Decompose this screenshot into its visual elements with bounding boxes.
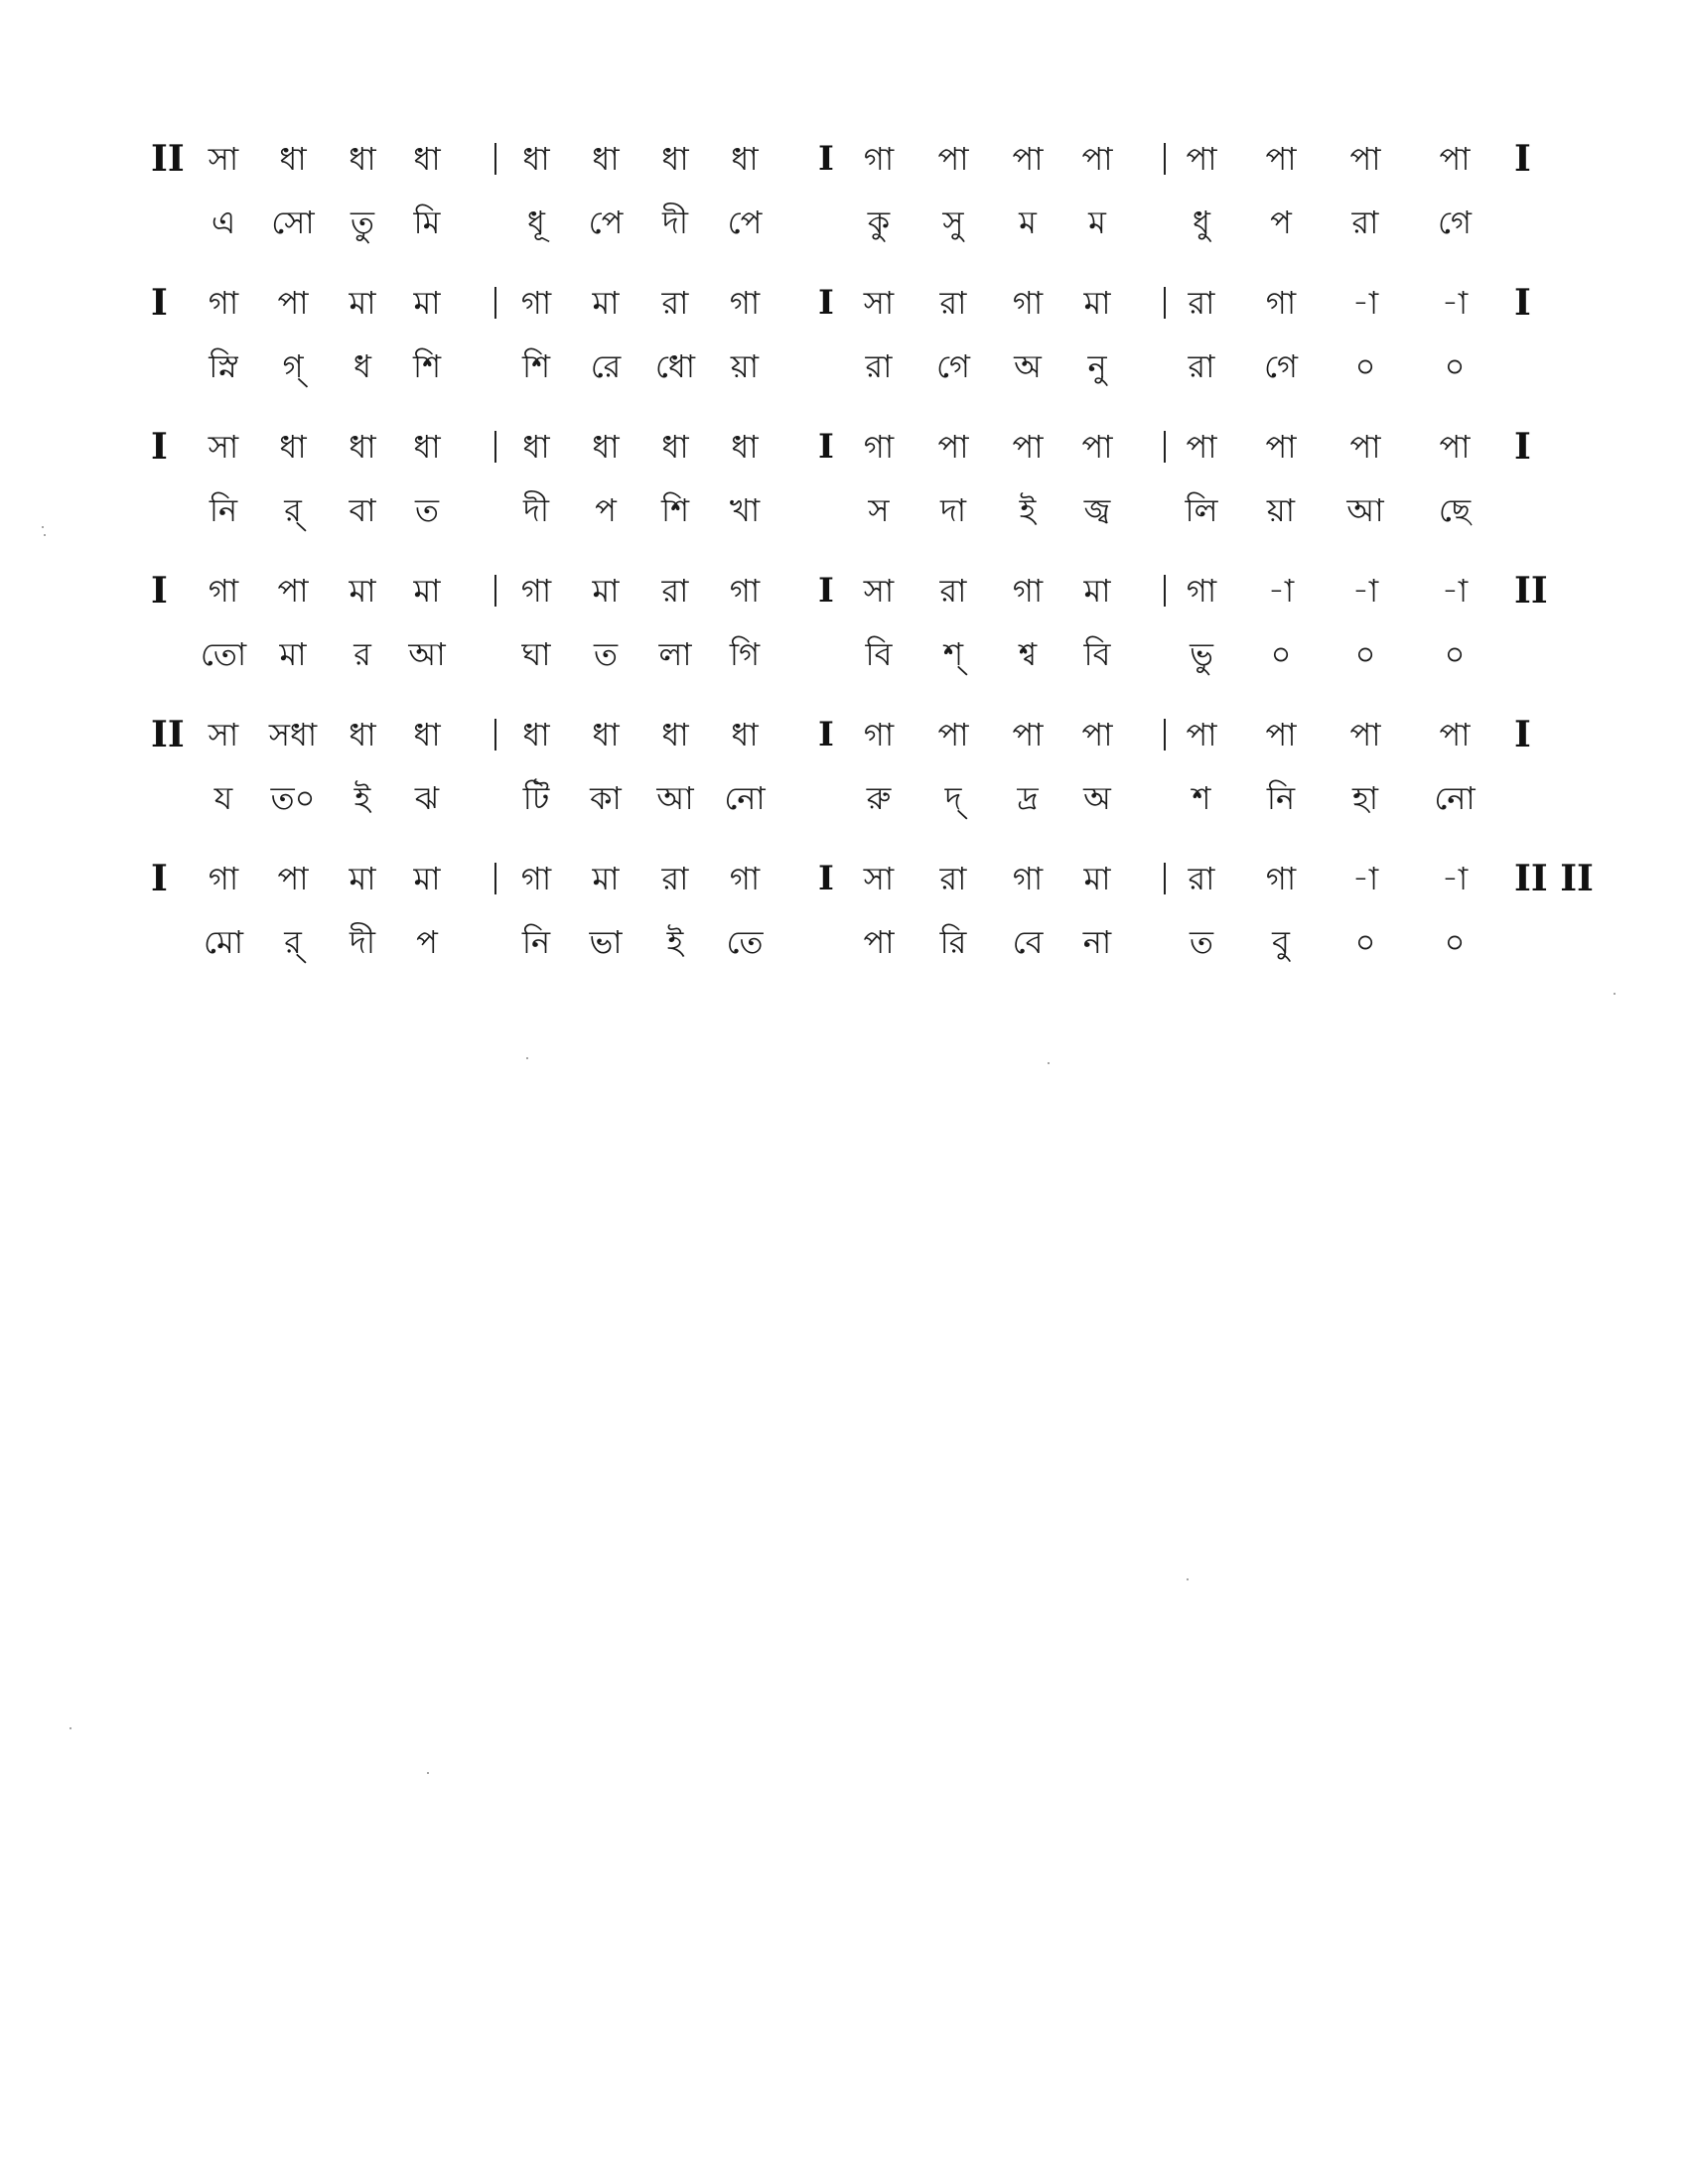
lyric-syllable: স [868,491,890,529]
lyric-syllable: শি [660,491,690,529]
lyric-syllable: নি [209,491,238,529]
lyric-syllable: গে [1438,204,1472,241]
swara-note: ধা [522,716,550,753]
lyric-syllable: গে [936,347,970,385]
lyric-syllable: ০ [1354,347,1376,385]
row-end-barline: I [1514,138,1531,180]
row-start-barline: II [151,714,185,755]
lyric-syllable: আ [656,779,694,817]
swara-note: গা [1265,284,1297,322]
lyric-syllable: ঝ [414,779,440,817]
swara-note: -া [1351,860,1379,897]
swara-note: ধা [661,716,689,753]
swara-note: গা [863,716,895,753]
scan-speck [1048,1062,1050,1064]
swara-note: মা [413,572,441,610]
lyric-syllable: ধূ [527,204,545,241]
swara-note: সা [208,716,239,753]
swara-note: গা [520,572,552,610]
scan-speck [70,1727,71,1729]
row-end-barline: I [1514,426,1531,468]
lyric-syllable: লা [658,635,692,673]
lyric-syllable: নো [1434,779,1476,817]
lyric-syllable: রা [1351,204,1379,241]
swara-note: ধা [592,716,620,753]
lyric-syllable: প [595,491,617,529]
swara-note: গা [863,428,895,466]
swara-note: গা [863,140,895,178]
swara-note: ধা [349,140,376,178]
swara-note: পা [1265,140,1297,178]
lyric-syllable: মা [279,635,307,673]
lyric-syllable: দ্র [1017,779,1039,817]
swara-note: পা [1012,716,1044,753]
lyric-syllable: বি [865,635,893,673]
swara-note: মা [349,572,376,610]
notation-row [0,859,1688,998]
swara-note: -া [1441,860,1469,897]
lyric-syllable: র্ [284,491,302,529]
lyric-syllable: রে [590,347,622,385]
lyric-syllable: জ্ব [1083,491,1111,529]
notation-row [0,571,1688,710]
swara-note: পা [1186,428,1217,466]
swara-note: গা [1012,284,1044,322]
lyric-syllable: পা [863,923,895,961]
swara-note: ধা [731,716,759,753]
swara-note: পা [937,428,969,466]
lyric-syllable: য়া [1266,491,1296,529]
lyric-syllable: শি [521,347,551,385]
lyric-syllable: ধ [353,347,371,385]
row-start-barline: I [151,858,168,899]
swara-note: ধা [349,428,376,466]
swara-note: ধা [522,140,550,178]
row-end-barline: II [1514,570,1548,612]
scan-speck [42,526,44,528]
swara-note: সা [208,140,239,178]
lyric-syllable: অ [1083,779,1111,817]
lyric-syllable: নি [521,923,551,961]
swara-note: মা [592,860,620,897]
scan-speck [427,1772,429,1774]
swara-note: -া [1441,284,1469,322]
swara-note: রা [661,572,689,610]
swara-note: গা [729,572,761,610]
lyric-syllable: গে [1264,347,1298,385]
swara-note: পা [937,716,969,753]
lyric-syllable: ম [1019,204,1037,241]
swara-note: মা [413,284,441,322]
beat-barline [1164,431,1166,463]
swara-note: মা [1083,284,1111,322]
lyric-syllable: প [416,923,438,961]
lyric-syllable: বু [1272,923,1290,961]
lyric-syllable: অ [1014,347,1042,385]
swara-note: গা [208,284,239,322]
lyric-syllable: ধু [1193,204,1210,241]
swara-note: মা [413,860,441,897]
lyric-syllable: র [353,635,371,673]
lyric-syllable: এ [211,204,236,241]
beat-barline [494,575,496,607]
lyric-syllable: নো [724,779,766,817]
lyric-syllable: র্ [284,923,302,961]
swara-note: -া [1267,572,1295,610]
swara-note: রা [661,284,689,322]
row-end-barline: I [1514,714,1531,755]
beat-barline [494,719,496,751]
notation-row [0,139,1688,278]
swara-note: রা [661,860,689,897]
lyric-syllable: গি [729,635,761,673]
lyric-syllable: দা [939,491,967,529]
lyric-syllable: রা [865,347,893,385]
beat-barline [494,863,496,894]
swara-note: মা [592,572,620,610]
lyric-syllable: তু [350,204,374,241]
lyric-syllable: বি [1083,635,1111,673]
swara-note: গা [729,860,761,897]
swara-note: ধা [413,428,441,466]
row-end-barline: I [1514,282,1531,324]
section-barline: I [818,571,834,611]
swara-note: পা [1349,716,1381,753]
section-barline: I [818,715,834,754]
lyric-syllable: ই [666,923,684,961]
swara-note: মা [1083,572,1111,610]
lyric-syllable: ভা [589,923,623,961]
swara-note: সধা [268,716,318,753]
lyric-syllable: রি [939,923,967,961]
swara-note: ধা [731,428,759,466]
swara-note: সা [863,572,895,610]
row-end-barline: II II [1514,858,1594,899]
swara-note: গা [1012,572,1044,610]
lyric-syllable: নি [1266,779,1296,817]
scan-speck [1187,1578,1189,1580]
lyric-syllable: ঘা [521,635,551,673]
swara-note: গা [208,572,239,610]
lyric-syllable: শ [1192,779,1211,817]
lyric-syllable: দ্ [944,779,962,817]
swara-note: ধা [661,428,689,466]
swara-note: রা [939,284,967,322]
swara-note: পা [277,860,309,897]
lyric-syllable: বে [1012,923,1044,961]
swara-note: পা [1081,716,1113,753]
scan-speck [526,1057,528,1059]
lyric-syllable: ০ [1444,923,1466,961]
swara-note: গা [1012,860,1044,897]
scan-speck [44,534,46,536]
lyric-syllable: মো [203,923,244,961]
notation-row [0,427,1688,566]
swara-note: ধা [661,140,689,178]
notation-row [0,715,1688,854]
lyric-syllable: ই [353,779,371,817]
row-start-barline: II [151,138,185,180]
lyric-syllable: খা [729,491,761,529]
swara-note: রা [1188,284,1215,322]
swara-note: পা [1439,140,1471,178]
lyric-syllable: বা [349,491,376,529]
lyric-syllable: নু [1087,347,1107,385]
lyric-syllable: ০ [1354,923,1376,961]
lyric-syllable: ০ [1354,635,1376,673]
row-start-barline: I [151,570,168,612]
lyric-syllable: দী [662,204,688,241]
swara-note: ধা [279,140,307,178]
swara-note: মা [1083,860,1111,897]
lyric-syllable: সু [942,204,964,241]
swara-note: -া [1351,284,1379,322]
swara-note: গা [729,284,761,322]
lyric-syllable: প [1270,204,1292,241]
notation-row [0,283,1688,422]
swara-note: ধা [413,140,441,178]
lyric-syllable: দী [523,491,549,529]
lyric-syllable: রু [866,779,892,817]
swara-note: পা [1012,428,1044,466]
lyric-syllable: তে [726,923,764,961]
lyric-syllable: শ্ব [1018,635,1038,673]
swara-note: পা [277,572,309,610]
beat-barline [494,287,496,319]
swara-note: পা [1265,716,1297,753]
lyric-syllable: ই [1019,491,1037,529]
beat-barline [494,431,496,463]
swara-note: পা [1186,716,1217,753]
lyric-syllable: কা [590,779,622,817]
lyric-syllable: ভু [1190,635,1213,673]
scan-speck [1614,993,1616,995]
beat-barline [1164,143,1166,175]
row-start-barline: I [151,426,168,468]
swara-note: সা [863,860,895,897]
lyric-syllable: ছে [1438,491,1472,529]
swara-note: গা [1186,572,1217,610]
swara-note: রা [1188,860,1215,897]
lyric-syllable: রা [1188,347,1215,385]
lyric-syllable: দী [350,923,375,961]
swara-note: পা [1081,140,1113,178]
swara-note: মা [349,284,376,322]
swara-note: পা [1439,716,1471,753]
lyric-syllable: ম [1088,204,1106,241]
section-barline: I [818,283,834,323]
swara-note: ধা [413,716,441,753]
swara-note: ধা [592,140,620,178]
swara-note: রা [939,860,967,897]
lyric-syllable: আ [1346,491,1384,529]
lyric-syllable: ০ [1270,635,1292,673]
swara-note: পা [937,140,969,178]
lyric-syllable: না [1082,923,1112,961]
beat-barline [1164,863,1166,894]
swara-note: ধা [592,428,620,466]
swara-note: পা [1265,428,1297,466]
beat-barline [1164,575,1166,607]
swara-note: গা [520,860,552,897]
section-barline: I [818,427,834,467]
swara-note: পা [277,284,309,322]
lyric-syllable: ধো [654,347,696,385]
beat-barline [494,143,496,175]
lyric-syllable: লি [1185,491,1218,529]
row-start-barline: I [151,282,168,324]
lyric-syllable: গ্ [282,347,304,385]
lyric-syllable: মি [413,204,441,241]
lyric-syllable: তো [200,635,247,673]
swara-note: গা [1265,860,1297,897]
section-barline: I [818,859,834,898]
lyric-syllable: ত০ [270,779,316,817]
lyric-syllable: শ্ [942,635,964,673]
beat-barline [1164,287,1166,319]
swara-note: গা [208,860,239,897]
swara-note: মা [592,284,620,322]
swara-note: সা [208,428,239,466]
lyric-syllable: ত [414,491,439,529]
lyric-syllable: পে [727,204,763,241]
swara-note: ধা [349,716,376,753]
lyric-syllable: কু [867,204,891,241]
section-barline: I [818,139,834,179]
swara-note: পা [1012,140,1044,178]
swara-note: ধা [731,140,759,178]
swara-note: পা [1081,428,1113,466]
lyric-syllable: সো [271,204,315,241]
lyric-syllable: ০ [1444,347,1466,385]
swara-note: গা [520,284,552,322]
swara-note: পা [1439,428,1471,466]
lyric-syllable: স্নি [209,347,238,385]
swara-note: রা [939,572,967,610]
beat-barline [1164,719,1166,751]
lyric-syllable: য [213,779,233,817]
lyric-syllable: আ [408,635,446,673]
swara-note: পা [1349,428,1381,466]
swara-note: ধা [522,428,550,466]
lyric-syllable: য়া [730,347,760,385]
lyric-syllable: ০ [1444,635,1466,673]
swara-note: পা [1186,140,1217,178]
lyric-syllable: হা [1351,779,1379,817]
swara-note: পা [1349,140,1381,178]
lyric-syllable: ত [593,635,618,673]
swara-note: -া [1351,572,1379,610]
swara-note: ধা [279,428,307,466]
swara-note: মা [349,860,376,897]
swara-note: সা [863,284,895,322]
swara-note: -া [1441,572,1469,610]
lyric-syllable: টি [522,779,550,817]
lyric-syllable: ত [1189,923,1213,961]
lyric-syllable: পে [588,204,624,241]
lyric-syllable: শি [412,347,442,385]
